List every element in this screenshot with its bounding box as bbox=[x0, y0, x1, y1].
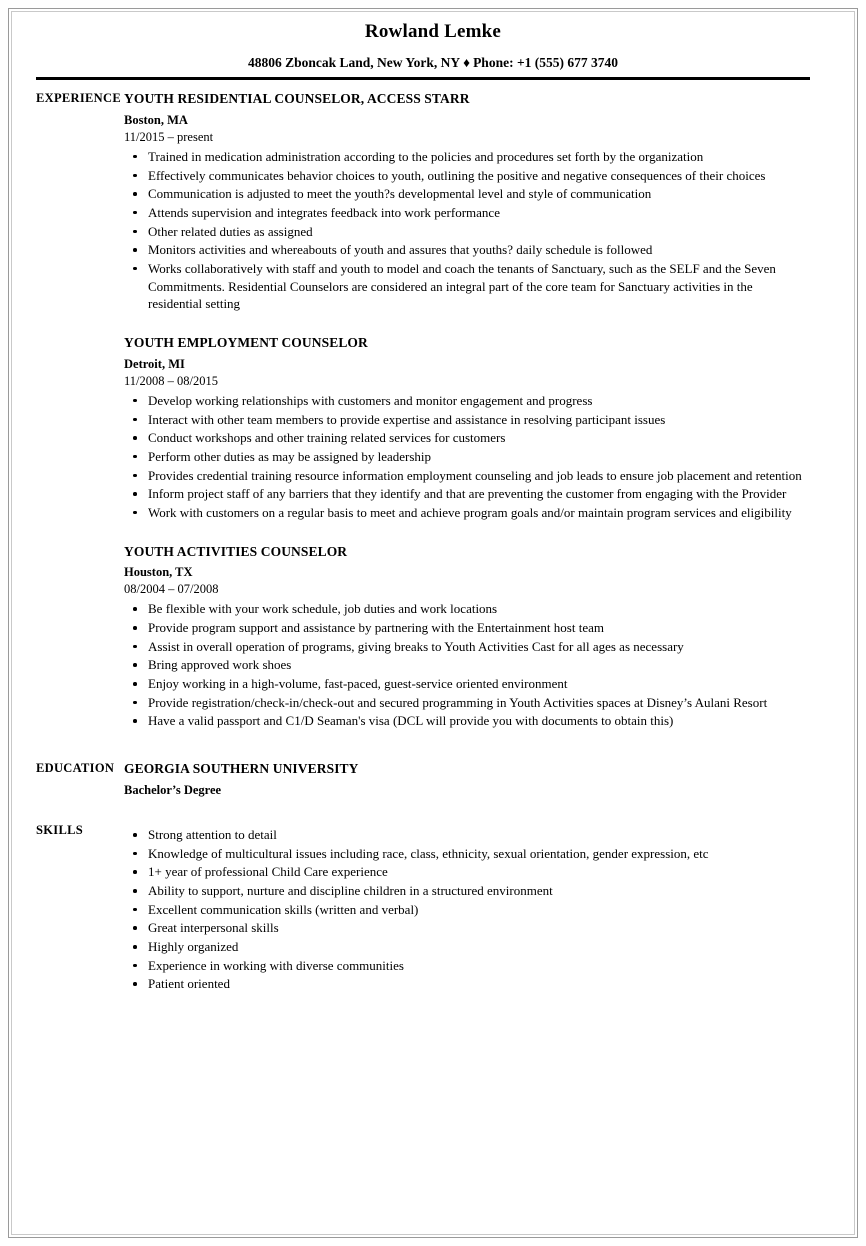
skill-bullet: Highly organized bbox=[124, 938, 810, 956]
skill-bullet: Excellent communication skills (written and verbal) bbox=[124, 901, 810, 919]
candidate-contact-line bbox=[0, 55, 866, 71]
job-bullet: Work with customers on a regular basis to meet and achieve program goals and/or maintain program services and eligibility bbox=[124, 504, 810, 522]
job-bullet-list bbox=[124, 148, 810, 313]
section-label-skills: SKILLS bbox=[36, 823, 83, 838]
job-dates: 11/2008 – 08/2015 bbox=[124, 373, 218, 388]
job-bullet: Provide program support and assistance by partnering with the Entertainment host team bbox=[124, 619, 810, 637]
job-bullet: Be flexible with your work schedule, job duties and work locations bbox=[124, 600, 810, 618]
job-title: YOUTH EMPLOYMENT COUNSELOR bbox=[124, 335, 368, 350]
candidate-phone: Phone: +1 (555) 677 3740 bbox=[473, 54, 618, 70]
job-entry bbox=[124, 544, 810, 731]
job-entry bbox=[124, 91, 810, 313]
job-bullet: Develop working relationships with customers and monitor engagement and progress bbox=[124, 392, 810, 410]
resume-header bbox=[0, 0, 866, 71]
job-bullet: Effectively communicates behavior choices to youth, outlining the positive and negative consequences of their choices bbox=[124, 167, 810, 185]
job-bullet: Perform other duties as may be assigned by leadership bbox=[124, 448, 810, 466]
diamond-separator-icon: ♦ bbox=[463, 54, 471, 70]
skills-bullet-list bbox=[124, 826, 810, 993]
job-bullet: Inform project staff of any barriers that they identify and that are preventing the customer from engaging with the Provider bbox=[124, 485, 810, 503]
job-bullet: Works collaboratively with staff and youth to model and coach the tenants of Sanctuary, such as the SELF and the Seven Commitments. Residential Counselors are considered an integral part of the core team for Sanctuary activities in the residential setting bbox=[124, 260, 810, 313]
job-title: YOUTH RESIDENTIAL COUNSELOR, ACCESS STARR bbox=[124, 91, 470, 107]
school-name: GEORGIA SOUTHERN UNIVERSITY bbox=[124, 761, 359, 777]
job-entry bbox=[124, 335, 810, 522]
job-bullet: Communication is adjusted to meet the youth?s developmental level and style of communication bbox=[124, 185, 810, 203]
experience-body bbox=[124, 91, 866, 730]
job-bullet: Interact with other team members to provide expertise and assistance in resolving participant issues bbox=[124, 411, 810, 429]
job-bullet: Monitors activities and whereabouts of youth and assures that youths? daily schedule is followed bbox=[124, 241, 810, 259]
skill-bullet: Great interpersonal skills bbox=[124, 919, 810, 937]
job-bullet: Enjoy working in a high-volume, fast-paced, guest-service oriented environment bbox=[124, 675, 810, 693]
job-title: YOUTH ACTIVITIES COUNSELOR bbox=[124, 543, 348, 559]
job-dates: 11/2015 – present bbox=[124, 129, 214, 144]
job-bullet: Provides credential training resource information employment counseling and job leads to ensure job placement and retention bbox=[124, 467, 810, 485]
job-bullet: Provide registration/check-in/check-out and secured programming in Youth Activities spaces at Disney’s Aulani Resort bbox=[124, 694, 810, 712]
experience-section bbox=[0, 91, 866, 730]
job-location: Boston, MA bbox=[124, 112, 188, 127]
skills-body bbox=[124, 823, 866, 993]
job-bullet: Other related duties as assigned bbox=[124, 223, 810, 241]
candidate-name: Rowland Lemke bbox=[364, 21, 502, 42]
skill-bullet: Strong attention to detail bbox=[124, 826, 810, 844]
job-bullet: Trained in medication administration according to the policies and procedures set forth by the organization bbox=[124, 148, 810, 166]
section-label-experience: EXPERIENCE bbox=[36, 91, 121, 106]
skill-bullet: Patient oriented bbox=[124, 975, 810, 993]
skill-bullet: Knowledge of multicultural issues including race, class, ethnicity, sexual orientation, gender expression, etc bbox=[124, 845, 810, 863]
candidate-address: 48806 Zboncak Land, New York, NY bbox=[248, 54, 461, 70]
job-bullet: Assist in overall operation of programs, giving breaks to Youth Activities Cast for all ages as necessary bbox=[124, 638, 810, 656]
job-bullet: Bring approved work shoes bbox=[124, 656, 810, 674]
education-body bbox=[124, 761, 866, 798]
skills-section bbox=[0, 823, 866, 993]
job-location: Detroit, MI bbox=[124, 356, 185, 371]
job-bullet: Attends supervision and integrates feedback into work performance bbox=[124, 204, 810, 222]
skill-bullet: Ability to support, nurture and discipline children in a structured environment bbox=[124, 882, 810, 900]
job-bullet: Have a valid passport and C1/D Seaman's visa (DCL will provide you with documents to obtain this) bbox=[124, 712, 810, 730]
job-location: Houston, TX bbox=[124, 565, 193, 580]
job-dates: 08/2004 – 07/2008 bbox=[124, 582, 219, 597]
section-label-education: EDUCATION bbox=[36, 761, 115, 776]
job-bullet: Conduct workshops and other training related services for customers bbox=[124, 429, 810, 447]
skill-bullet: 1+ year of professional Child Care experience bbox=[124, 863, 810, 881]
education-section bbox=[0, 761, 866, 798]
job-bullet-list bbox=[124, 600, 810, 730]
header-divider bbox=[36, 77, 810, 80]
job-bullet-list bbox=[124, 392, 810, 522]
degree-name: Bachelor’s Degree bbox=[124, 783, 222, 798]
skill-bullet: Experience in working with diverse communities bbox=[124, 957, 810, 975]
